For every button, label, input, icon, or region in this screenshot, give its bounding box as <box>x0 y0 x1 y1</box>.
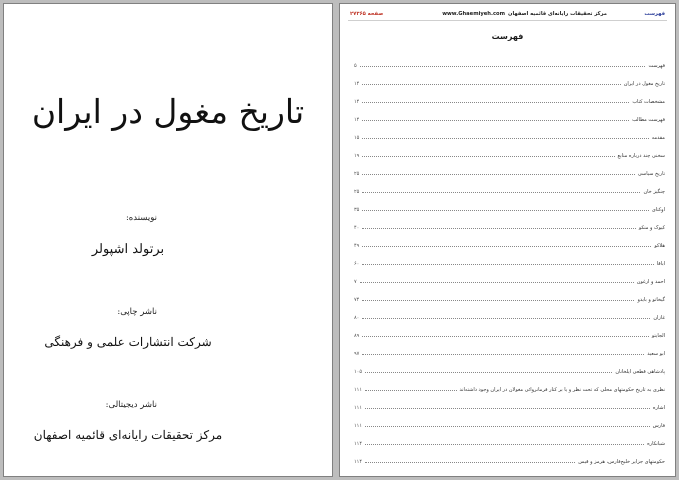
toc-leader-dots <box>360 65 646 67</box>
toc-title: فهرست <box>491 32 524 41</box>
toc-entry-page: ۲۵ <box>354 171 360 177</box>
toc-leader-dots <box>362 263 653 265</box>
toc-entry[interactable] <box>354 213 665 231</box>
toc-entry-title[interactable]: مقدمه <box>651 135 665 141</box>
toc-entry-page: ۸۰ <box>354 315 360 321</box>
toc-leader-dots <box>362 335 648 337</box>
toc-leader-dots <box>362 83 620 85</box>
toc-leader-dots <box>362 137 648 139</box>
toc-entry-page: ۳۵ <box>354 207 360 213</box>
toc-entry-title[interactable]: فهرست مطالب <box>632 117 665 123</box>
toc-entry-title[interactable]: اشاره <box>652 405 665 411</box>
toc-entry-title[interactable]: هلاکو <box>654 243 665 249</box>
toc-entry[interactable] <box>354 393 665 411</box>
header-label: فهرست <box>644 11 665 17</box>
toc-leader-dots <box>365 443 644 445</box>
toc-leader-dots <box>362 173 635 175</box>
toc-entry-page: ۱۹ <box>354 153 360 159</box>
toc-entry-title[interactable]: اباقا <box>656 261 665 267</box>
page-header <box>348 8 667 21</box>
toc-leader-dots <box>365 461 575 463</box>
toc-leader-dots <box>365 425 650 427</box>
header-page-number: صفحه ۲۷۳۶۵ <box>350 11 384 17</box>
toc-entry-page: ۶۰ <box>354 261 360 267</box>
toc-entry-title[interactable]: تاریخ سیاسی <box>637 171 665 177</box>
toc-entry-page: ۱۱۱ <box>354 405 363 411</box>
toc-entry-title[interactable]: مشخصات کتاب <box>632 99 665 105</box>
toc-entry-title[interactable]: اوکتای <box>651 207 665 213</box>
toc-entry-page: ۴۹ <box>354 243 360 249</box>
toc-entry[interactable] <box>354 249 665 267</box>
toc-entry[interactable] <box>354 267 665 285</box>
toc-entry[interactable] <box>354 285 665 303</box>
toc-leader-dots <box>362 209 648 211</box>
book-title: تاریخ مغول در ایران <box>31 92 305 131</box>
toc-entry-page: ۹۷ <box>354 351 360 357</box>
header-center-name: مرکز تحقیقات رایانه‌ای قائمیه اصفهان <box>508 11 607 17</box>
toc-entry-page: ۱۴ <box>354 81 360 87</box>
header-website-link[interactable]: www.Ghaemiyeh.com <box>442 11 505 17</box>
toc-entry-page: ۱۱۱ <box>354 387 363 393</box>
title-page <box>3 3 333 477</box>
toc-leader-dots <box>365 389 456 391</box>
toc-leader-dots <box>362 191 640 193</box>
toc-entry-page: ۷۴ <box>354 297 360 303</box>
digital-publisher-label: ناشر دیجیتالی: <box>105 400 157 410</box>
toc-leader-dots <box>362 101 629 103</box>
toc-entry[interactable] <box>354 87 665 105</box>
toc-entry[interactable] <box>354 303 665 321</box>
toc-entry-title[interactable]: احمد و ارغون <box>636 279 665 285</box>
toc-leader-dots <box>362 299 634 301</box>
author-name: برتولد اشپولر <box>91 242 165 257</box>
toc-leader-dots <box>360 281 634 283</box>
toc-entry-page: ۱۴ <box>354 117 360 123</box>
toc-entry[interactable] <box>354 123 665 141</box>
print-publisher-label: ناشر چاپی: <box>117 307 157 317</box>
toc-entry[interactable] <box>354 321 665 339</box>
toc-entry[interactable] <box>354 141 665 159</box>
toc-leader-dots <box>362 227 636 229</box>
toc-leader-dots <box>362 317 650 319</box>
toc-entry-title[interactable]: شبانکاره <box>647 441 665 447</box>
toc-entry[interactable] <box>354 357 665 375</box>
toc-entry-page: ۲۵ <box>354 189 360 195</box>
toc-entry[interactable] <box>354 375 665 393</box>
toc-entry[interactable] <box>354 69 665 87</box>
toc-entry-page: ۱۵ <box>354 135 360 141</box>
toc-entry[interactable] <box>354 429 665 447</box>
toc-entry-title[interactable]: فارس <box>652 423 665 429</box>
toc-entry-page: ۷ <box>354 279 357 285</box>
toc-entry-page: ۴۰ <box>354 225 360 231</box>
toc-entry-page: ۱۴ <box>354 99 360 105</box>
toc-entry-title[interactable]: سخنی چند درباره منابع <box>617 153 665 159</box>
toc-page <box>339 3 676 477</box>
toc-entry[interactable] <box>354 411 665 429</box>
toc-entry-title[interactable]: گیخاتو و بایدو <box>637 297 665 303</box>
toc-leader-dots <box>362 353 644 355</box>
toc-leader-dots <box>362 119 629 121</box>
toc-entry[interactable] <box>354 105 665 123</box>
toc-leader-dots <box>362 245 651 247</box>
toc-entry[interactable] <box>354 177 665 195</box>
toc-entry-title[interactable]: ابو سعید <box>647 351 665 357</box>
toc-leader-dots <box>365 407 650 409</box>
digital-publisher: مرکز تحقیقات رایانه‌ای قائمیه اصفهان <box>33 428 223 442</box>
toc-leader-dots <box>362 155 614 157</box>
toc-entry-title[interactable]: تاریخ مغول در ایران <box>623 81 665 87</box>
toc-entry[interactable] <box>354 195 665 213</box>
toc-entry-page: ۱۱۴ <box>354 459 363 465</box>
toc-entry-title[interactable]: چنگیز خان <box>643 189 665 195</box>
toc-entry-page: ۱۱۴ <box>354 441 363 447</box>
toc-entry-page: ۵ <box>354 63 357 69</box>
toc-entry-title[interactable]: کیوک و منکو <box>638 225 665 231</box>
toc-entry[interactable] <box>354 339 665 357</box>
toc-entry[interactable] <box>354 51 665 69</box>
toc-entry[interactable] <box>354 159 665 177</box>
print-publisher: شرکت انتشارات علمی و فرهنگی <box>44 335 212 349</box>
toc-entry-title[interactable]: غازان <box>653 315 665 321</box>
author-label: نویسنده: <box>125 213 157 223</box>
toc-entry-page: ۱۱۱ <box>354 423 363 429</box>
toc-entry[interactable] <box>354 231 665 249</box>
toc-entry[interactable] <box>354 447 665 465</box>
toc-entry-title[interactable]: پادشاهی قطعی ایلخانان <box>615 369 665 375</box>
toc-entry-page: ۱۰۵ <box>354 369 363 375</box>
toc-entry-title[interactable]: الجایتو <box>651 333 665 339</box>
toc-leader-dots <box>365 371 612 373</box>
toc-list <box>354 51 665 465</box>
toc-entry-page: ۸۹ <box>354 333 360 339</box>
toc-entry-title[interactable]: نظری به تاریخ حکومتهای محلی که تحت نظر و یا بر کنار فرمانروائی مغولان در ایران وجود داشته‌اند <box>459 387 665 393</box>
toc-entry-title[interactable]: فهرست <box>648 63 665 69</box>
toc-entry-title[interactable]: حکومتهای جزایر خلیج‌فارس، هرمز و قیس <box>578 459 665 465</box>
